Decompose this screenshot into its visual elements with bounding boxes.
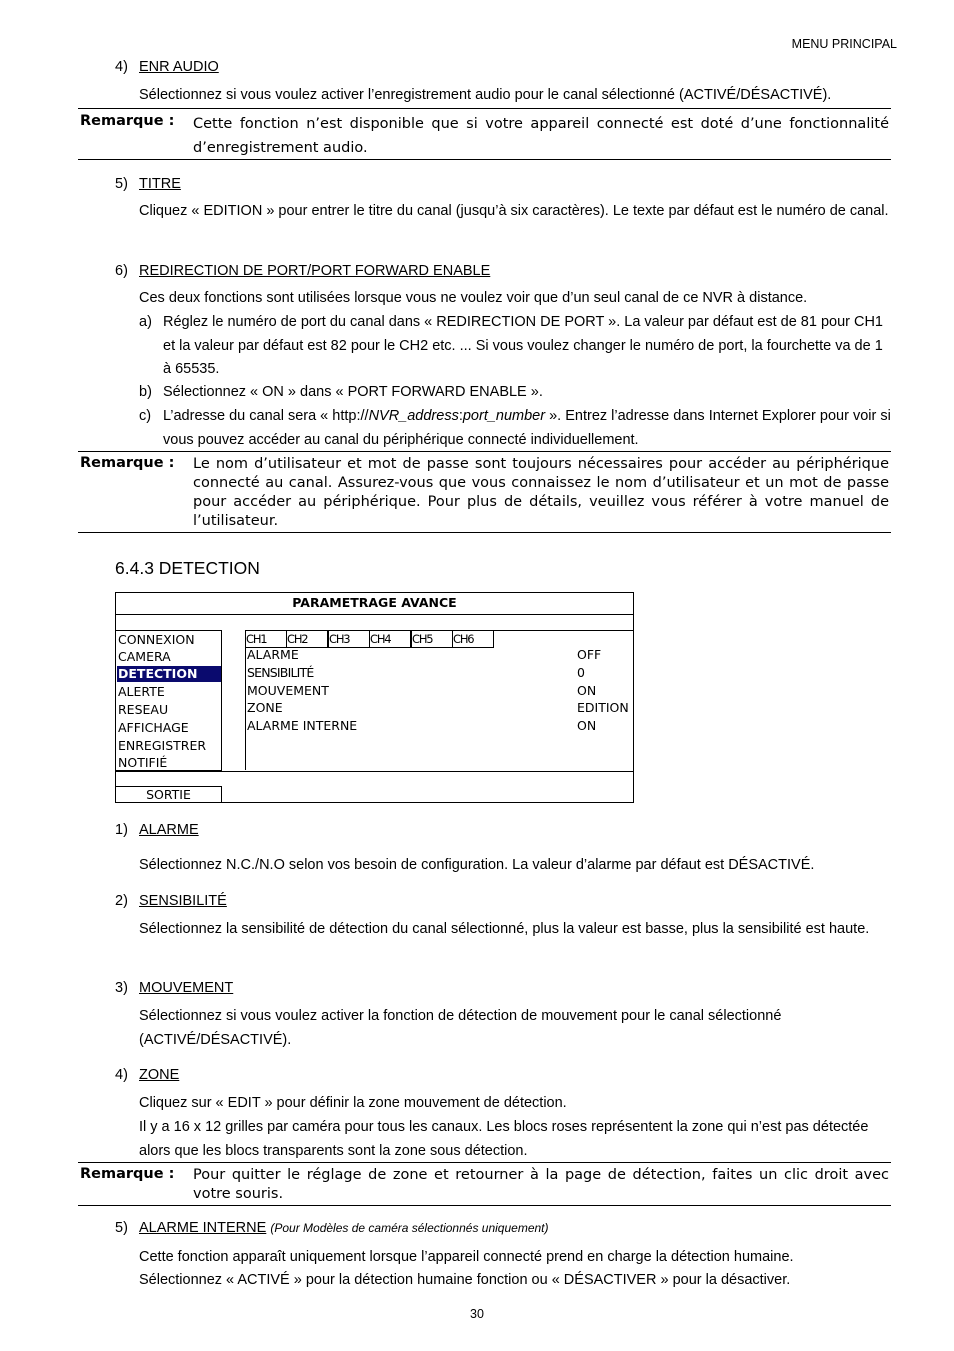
item-title-mouvement: MOUVEMENT <box>139 980 234 996</box>
item-title-alarme: ALARME <box>139 822 199 838</box>
note-label: Remarque : <box>80 455 175 471</box>
section-heading: 6.4.3 DETECTION <box>115 558 260 578</box>
item-number: 2) <box>115 893 128 909</box>
osd-tab-ch3[interactable]: CH3 <box>328 630 370 648</box>
note-label: Remarque : <box>80 113 175 129</box>
osd-row-value-alarme[interactable]: OFF <box>577 647 602 662</box>
item-title-zone: ZONE <box>139 1067 180 1083</box>
osd-menu-item-reseau[interactable]: RESEAU <box>118 702 169 717</box>
item-body: Cette fonction apparaît uniquement lorsque l’appareil connecté prend en charge la détection humaine. <box>139 1249 794 1265</box>
osd-side-menu <box>116 630 222 771</box>
osd-row-label-alarme: ALARME <box>247 647 299 662</box>
item-number: 1) <box>115 822 128 838</box>
running-header: MENU PRINCIPAL <box>791 37 897 51</box>
osd-menu-item-alerte[interactable]: ALERTE <box>118 684 165 699</box>
item-body: Sélectionnez si vous voulez activer l’enregistrement audio pour le canal sélectionné (ACTIVÉ/DÉSACTIVÉ). <box>139 87 832 103</box>
item-number: 5) <box>115 176 128 192</box>
osd-title: PARAMETRAGE AVANCE <box>292 595 457 610</box>
note-bottom-rule <box>78 1205 891 1206</box>
item-number: 3) <box>115 980 128 996</box>
item-title-row <box>139 1220 549 1236</box>
sub-item-marker: a) <box>139 314 152 330</box>
note-label: Remarque : <box>80 1166 175 1182</box>
osd-row-value-zone[interactable]: EDITION <box>577 700 629 715</box>
osd-title-divider <box>116 614 633 615</box>
item-body: Ces deux fonctions sont utilisées lorsque vous ne voulez voir que d’un seul canal de ce NVR à distance. <box>139 290 808 306</box>
osd-menu-item-connexion[interactable]: CONNEXION <box>118 632 195 647</box>
sub-item-text: L’adresse du canal sera « http://NVR_address:port_number ». Entrez l’adresse dans Internet Explorer pour voir si vous pouvez accéder au canal du périphérique connecté individuellement. <box>163 408 891 448</box>
item-number: 6) <box>115 263 128 279</box>
note-text: Pour quitter le réglage de zone et retourner à la page de détection, faites un clic droit avec votre souris. <box>193 1167 889 1202</box>
item-body: Sélectionnez si vous voulez activer la fonction de détection de mouvement pour le canal sélectionné (ACTIVÉ/DÉSACTIVÉ). <box>139 1008 782 1048</box>
osd-tab-ch4[interactable]: CH4 <box>369 630 411 648</box>
note-top-rule <box>78 108 891 109</box>
sub-item-text: Sélectionnez « ON » dans « PORT FORWARD ENABLE ». <box>163 384 543 400</box>
osd-menu-item-affichage[interactable]: AFFICHAGE <box>118 720 189 735</box>
note-text: Cette fonction n’est disponible que si votre appareil connecté est doté d’une fonctionnalité d’enregistrement audio. <box>193 116 889 156</box>
osd-tab-ch1[interactable]: CH1 <box>245 630 287 648</box>
item-title-sensibilite: SENSIBILITÉ <box>139 893 227 909</box>
osd-menu-item-enregistrer[interactable]: ENREGISTRER <box>118 738 207 753</box>
osd-tab-ch6[interactable]: CH6 <box>452 630 494 648</box>
note-bottom-rule <box>78 159 891 160</box>
item-number: 4) <box>115 1067 128 1083</box>
sub-item-marker: b) <box>139 384 152 400</box>
osd-row-label-alarme-interne: ALARME INTERNE <box>247 718 358 733</box>
note-bottom-rule <box>78 532 891 533</box>
page-number: 30 <box>470 1307 484 1321</box>
item-body: Sélectionnez « ACTIVÉ » pour la détection humaine fonction ou « DÉSACTIVER » pour la désactiver. <box>139 1272 791 1288</box>
osd-row-label-zone: ZONE <box>247 700 283 715</box>
item-title-redirection: REDIRECTION DE PORT/PORT FORWARD ENABLE <box>139 263 491 279</box>
osd-row-value-sensibilite[interactable]: 0 <box>577 665 585 680</box>
item-number: 4) <box>115 59 128 75</box>
note-top-rule <box>78 1162 891 1163</box>
osd-menu-figure <box>115 592 634 803</box>
osd-row-value-mouvement[interactable]: ON <box>577 683 597 698</box>
osd-tab-ch5[interactable]: CH5 <box>411 630 453 648</box>
osd-detection-panel <box>245 630 633 770</box>
osd-row-label-sensibilite: SENSIBILITÉ <box>247 665 314 680</box>
item-body: Cliquez « EDITION » pour entrer le titre du canal (jusqu’à six caractères). Le texte par défaut est le numéro de canal. <box>139 203 889 219</box>
osd-menu-item-camera[interactable]: CAMERA <box>118 649 171 664</box>
osd-row-label-mouvement: MOUVEMENT <box>247 683 329 698</box>
note-top-rule <box>78 451 891 452</box>
osd-menu-item-notifie[interactable]: NOTIFIÉ <box>118 755 168 770</box>
item-title-enr-audio: ENR AUDIO <box>139 59 219 75</box>
sub-item-text: Réglez le numéro de port du canal dans « REDIRECTION DE PORT ». La valeur par défaut est de 81 pour CH1 et la valeur par défaut est 82 pour le CH2 etc. ... Si vous voulez changer le numéro de port, la fourchette va de 1 à 65535. <box>163 314 884 377</box>
item-body: Sélectionnez N.C./N.O selon vos besoin de configuration. La valeur d’alarme par défaut est DÉSACTIVÉ. <box>139 857 815 873</box>
item-subtitle: (Pour Modèles de caméra sélectionnés uniquement) <box>270 1221 549 1235</box>
item-body: Sélectionnez la sensibilité de détection du canal sélectionné, plus la valeur est basse, plus la sensibilité est haute. <box>139 921 870 937</box>
osd-exit-button[interactable]: SORTIE <box>116 786 222 802</box>
item-body: Cliquez sur « EDIT » pour définir la zone mouvement de détection. <box>139 1095 567 1111</box>
item-title-titre: TITRE <box>139 176 181 192</box>
osd-tab-ch2[interactable]: CH2 <box>286 630 328 648</box>
item-title-alarme-interne: ALARME INTERNE <box>139 1220 267 1236</box>
osd-menu-item-detection[interactable]: DETECTION <box>117 666 221 682</box>
note-text: Le nom d’utilisateur et mot de passe sont toujours nécessaires pour accéder au périphérique connecté au canal. Assurez-vous que vous connaissez le nom d’utilisateur et un mot de passe pour accéder au périphérique. Pour plus de détails, veuillez vous référer à votre manuel de l’utilisateur. <box>193 456 889 529</box>
item-number: 5) <box>115 1220 128 1236</box>
sub-item-marker: c) <box>139 408 152 424</box>
osd-row-value-alarme-interne[interactable]: ON <box>577 718 597 733</box>
osd-footer-divider <box>116 771 633 772</box>
item-body: Il y a 16 x 12 grilles par caméra pour tous les canaux. Les blocs roses représentent la zone qui n’est pas détectée alors que les blocs transparents sont la zone sous détection. <box>139 1119 869 1159</box>
